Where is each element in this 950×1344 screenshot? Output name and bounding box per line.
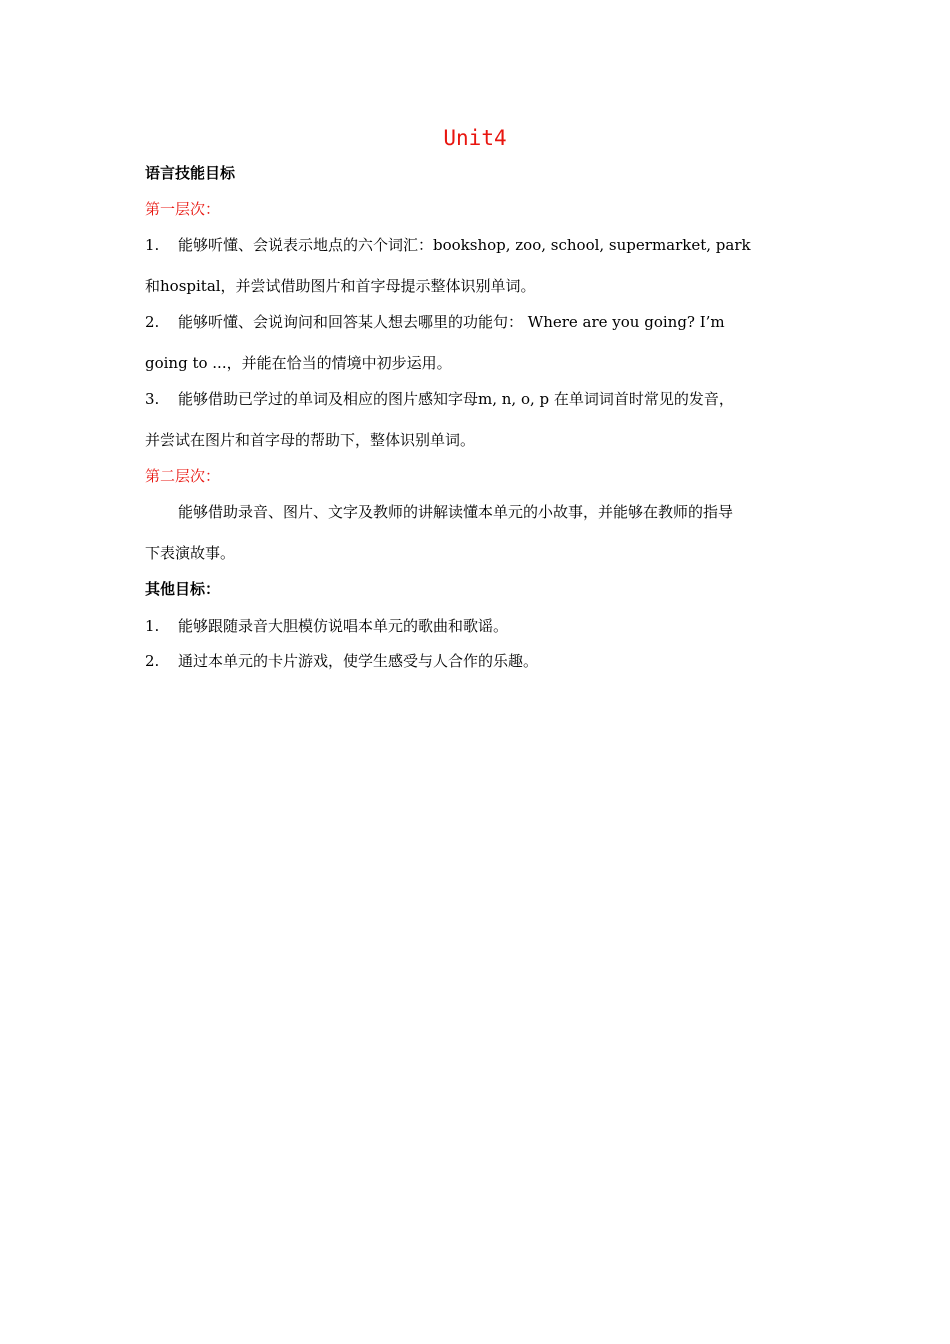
item-2-text-1: 能够听懂、会说询问和回答某人想去哪里的功能句： Where are you going? I’m <box>178 313 725 331</box>
other-item-1-text: 能够跟随录音大胆模仿说唱本单元的歌曲和歌谣。 <box>178 617 509 635</box>
item-1-text-1: 能够听懂、会说表示地点的六个词汇：bookshop, zoo, school, supermarket, park <box>178 236 751 254</box>
document-title: Unit4 <box>443 126 507 150</box>
level-two-line-2: 下表演故事。 <box>145 544 236 562</box>
item-3-text-1: 能够借助已学过的单词及相应的图片感知字母m, n, o, p 在单词词首时常见的发音， <box>178 390 734 408</box>
other-item-2-text: 通过本单元的卡片游戏，使学生感受与人合作的乐趣。 <box>178 652 539 670</box>
item-2-line-2: going to ...，并能在恰当的情境中初步运用。 <box>145 354 452 372</box>
item-3-line-2: 并尝试在图片和首字母的帮助下，整体识别单词。 <box>145 431 476 449</box>
other-item-2 <box>145 650 538 672</box>
other-item-1-number: 1. <box>145 617 160 635</box>
item-3-number: 3. <box>145 390 160 408</box>
level-two-label: 第二层次： <box>145 467 221 485</box>
item-2-line-1 <box>145 311 725 333</box>
section-heading-other-goals: 其他目标： <box>145 580 221 598</box>
other-item-2-number: 2. <box>145 652 160 670</box>
item-1-number: 1. <box>145 236 160 254</box>
item-3-line-1 <box>145 388 734 410</box>
level-one-label: 第一层次： <box>145 200 221 218</box>
other-item-1 <box>145 615 508 637</box>
item-1-line-1 <box>145 234 751 256</box>
item-1-line-2: 和hospital，并尝试借助图片和首字母提示整体识别单词。 <box>145 277 536 295</box>
section-heading-language-skills: 语言技能目标 <box>145 164 236 182</box>
level-two-line-1: 能够借助录音、图片、文字及教师的讲解读懂本单元的小故事，并能够在教师的指导 <box>178 503 734 521</box>
item-2-number: 2. <box>145 313 160 331</box>
